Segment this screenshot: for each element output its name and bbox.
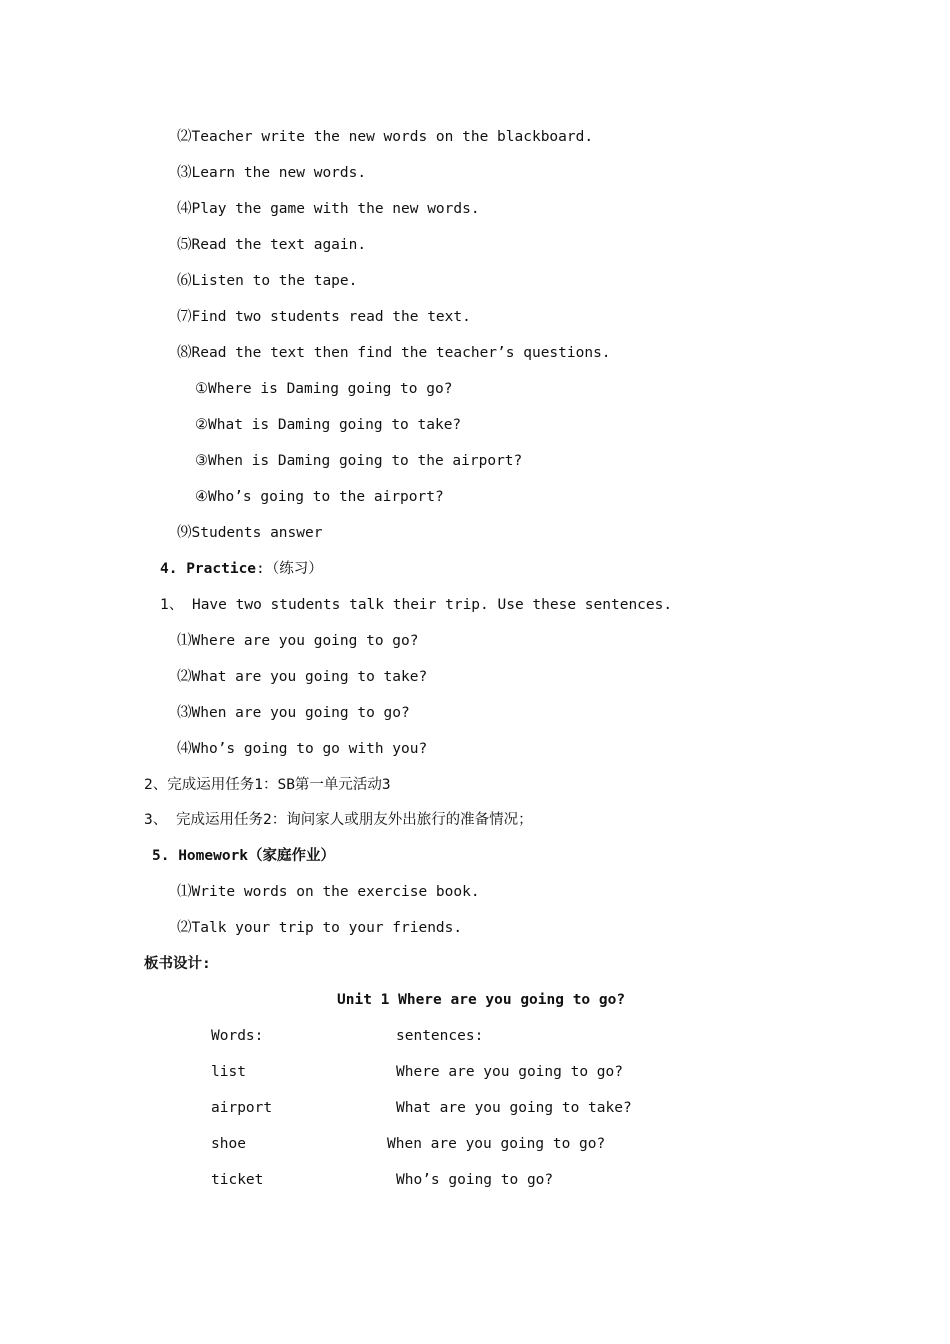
homework-item-1: ⑴Write words on the exercise book. [177, 884, 480, 900]
step-4: ⑷Play the game with the new words. [177, 201, 480, 217]
question-1: ①Where is Daming going to go? [195, 381, 453, 397]
board-word-4: ticket [211, 1172, 264, 1188]
practice-heading-rest: :（练习） [256, 561, 323, 577]
practice-heading-num: 4. [160, 561, 187, 577]
board-sentences-header: sentences: [396, 1028, 484, 1044]
practice-task-2: 2、完成运用任务1：SB第一单元活动3 [144, 777, 391, 793]
step-5: ⑸Read the text again. [177, 237, 367, 253]
board-sentence-3: When are you going to go? [387, 1136, 606, 1152]
practice-task-3: 3、 完成运用任务2：询问家人或朋友外出旅行的准备情况； [144, 812, 533, 828]
question-4: ④Who’s going to the airport? [195, 489, 444, 505]
step-3: ⑶Learn the new words. [177, 165, 367, 181]
board-sentence-1: Where are you going to go? [396, 1064, 623, 1080]
board-sentence-2: What are you going to take? [396, 1100, 632, 1116]
practice-sentence-4: ⑷Who’s going to go with you? [177, 741, 428, 757]
board-design-label: 板书设计: [144, 956, 211, 972]
practice-task-1: 1、 Have two students talk their trip. Use these sentences. [160, 597, 673, 613]
practice-sentence-2: ⑵What are you going to take? [177, 669, 428, 685]
board-word-3: shoe [211, 1136, 246, 1152]
step-7: ⑺Find two students read the text. [177, 309, 471, 325]
step-2: ⑵Teacher write the new words on the blackboard. [177, 129, 594, 145]
step-8: ⑻Read the text then find the teacher’s questions. [177, 345, 611, 361]
step-9: ⑼Students answer [177, 525, 323, 541]
practice-heading [160, 560, 323, 578]
question-2: ②What is Daming going to take? [195, 417, 462, 433]
homework-item-2: ⑵Talk your trip to your friends. [177, 920, 463, 936]
board-word-2: airport [211, 1100, 273, 1116]
practice-sentence-3: ⑶When are you going to go? [177, 705, 410, 721]
homework-heading: 5. Homework（家庭作业） [152, 848, 336, 864]
board-word-1: list [211, 1064, 246, 1080]
board-words-header: Words: [211, 1028, 264, 1044]
practice-heading-title: Practice [186, 561, 257, 577]
step-6: ⑹Listen to the tape. [177, 273, 358, 289]
board-title: Unit 1 Where are you going to go? [337, 992, 626, 1008]
board-sentence-4: Who’s going to go? [396, 1172, 554, 1188]
question-3: ③When is Daming going to the airport? [195, 453, 523, 469]
practice-sentence-1: ⑴Where are you going to go? [177, 633, 419, 649]
